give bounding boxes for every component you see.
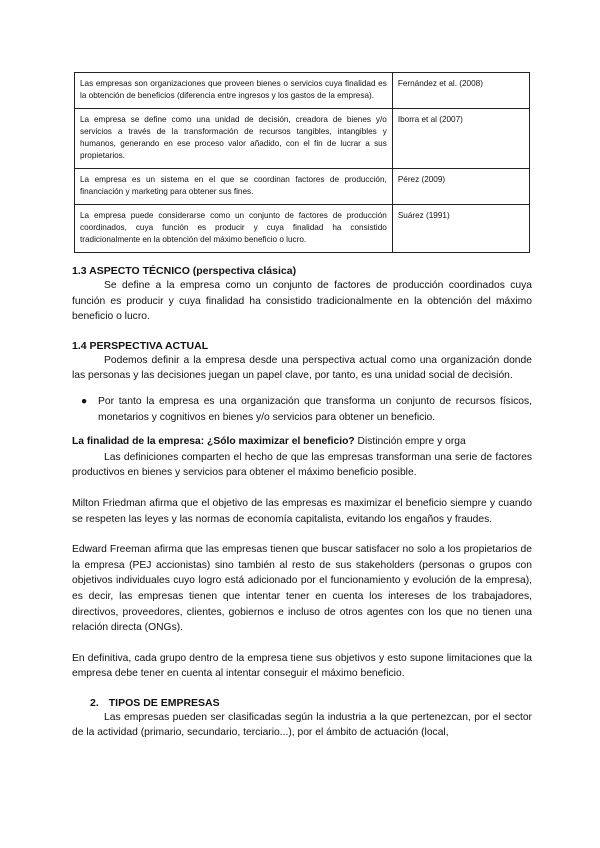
section-text: Las definiciones comparten el hecho de que las empresas transforman una serie de factores productivos en bienes y servicios para obtener el máximo beneficio posible. <box>72 451 532 479</box>
section-perspectiva-actual <box>72 339 532 425</box>
section-text: Las empresas pueden ser clasificadas según la industria a la que pertenezcan, por el sector de la actividad (primario, secundario, terciario...), por el ámbito de actuación (local, <box>72 711 532 739</box>
table-row <box>75 169 530 205</box>
source-cell: Pérez (2009) <box>392 169 529 205</box>
table-row <box>75 109 530 169</box>
section-text: Podemos definir a la empresa desde una perspectiva actual como una organización donde las personas y las decisiones juegan un papel clave, por tanto, es una unidad social de decisión. <box>72 354 532 382</box>
definition-cell: La empresa se define como una unidad de decisión, creadora de bienes y/o servicios a través de la transformación de recursos tangibles, intangibles y humanos, generando en ese proceso valor añadido, con el fin de lucrar a sus propietarios. <box>75 109 393 169</box>
finalidad-note: Distinción empre y orga <box>354 436 466 448</box>
section-text: Se define a la empresa como un conjunto de factores de producción coordinados cuya función es producir y cuya finalidad ha consistido tradicionalmente en la obtención del máximo beneficio o lucro. <box>72 280 532 323</box>
section-aspecto-tecnico <box>72 264 532 325</box>
definition-cell: La empresa puede considerarse como un conjunto de factores de producción coordinados, cuya función es producir y cuya finalidad ha consistido tradicionalmente en la obtención del máximo beneficio o lucro. <box>75 205 393 253</box>
bullet-list <box>72 394 532 425</box>
table-row <box>75 205 530 253</box>
list-item-text: Por tanto la empresa es una organización que transforma un conjunto de recursos físicos, monetarios y cognitivos en bienes y/o servicios para obtener un beneficio. <box>98 395 532 423</box>
paragraph-freeman: Edward Freeman afirma que las empresas tienen que buscar satisfacer no solo a los propietarios de la empresa (PEJ accionistas) sino también al resto de sus stakeholders (personas o grupos con objetivos individuales cuyo logro está adicionado por el funcionamiento y evolución de la empresa), es decir, las empresas tienen que intentar tener en cuenta los intereses de los trabajadores, directivos, proveedores, clientes, gobiernos e incluso de otros agentes con los que no tienen una relación directa (ONGs). <box>72 544 532 634</box>
document-page <box>72 72 532 741</box>
source-cell: Suárez (1991) <box>392 205 529 253</box>
paragraph-friedman: Milton Friedman afirma que el objetivo de las empresas es maximizar el beneficio siempre y cuando se respeten las leyes y las normas de economía capitalista, evitando los engaños y fraudes. <box>72 497 532 525</box>
section-heading: 1.4 PERSPECTIVA ACTUAL <box>72 339 209 352</box>
section-tipos-de-empresas <box>72 696 532 741</box>
finalidad-question: La finalidad de la empresa: ¿Sólo maximizar el beneficio? <box>72 436 355 448</box>
section-heading: 1.3 ASPECTO TÉCNICO (perspectiva clásica) <box>72 265 297 277</box>
definitions-table <box>74 72 530 253</box>
source-cell: Fernández et al. (2008) <box>392 73 529 109</box>
section-finalidad <box>72 434 532 481</box>
finalidad-question-line <box>72 434 532 450</box>
paragraph-conclusion: En definitiva, cada grupo dentro de la empresa tiene sus objetivos y esto supone limitaciones que la empresa debe tener en cuenta al intentar conseguir el máximo beneficio. <box>72 652 532 680</box>
table-row <box>75 73 530 109</box>
section-number: 2. <box>90 696 99 709</box>
source-cell: Iborra et al (2007) <box>392 109 529 169</box>
section-title: TIPOS DE EMPRESAS <box>108 696 220 709</box>
definition-cell: Las empresas son organizaciones que proveen bienes o servicios cuya finalidad es la obtención de beneficios (diferencia entre ingresos y los gastos de la empresa). <box>75 73 393 109</box>
list-item <box>72 394 532 425</box>
definition-cell: La empresa es un sistema en el que se coordinan factores de producción, financiación y marketing para obtener sus fines. <box>75 169 393 205</box>
section-heading <box>90 696 532 710</box>
bullet-icon: ● <box>81 395 88 407</box>
